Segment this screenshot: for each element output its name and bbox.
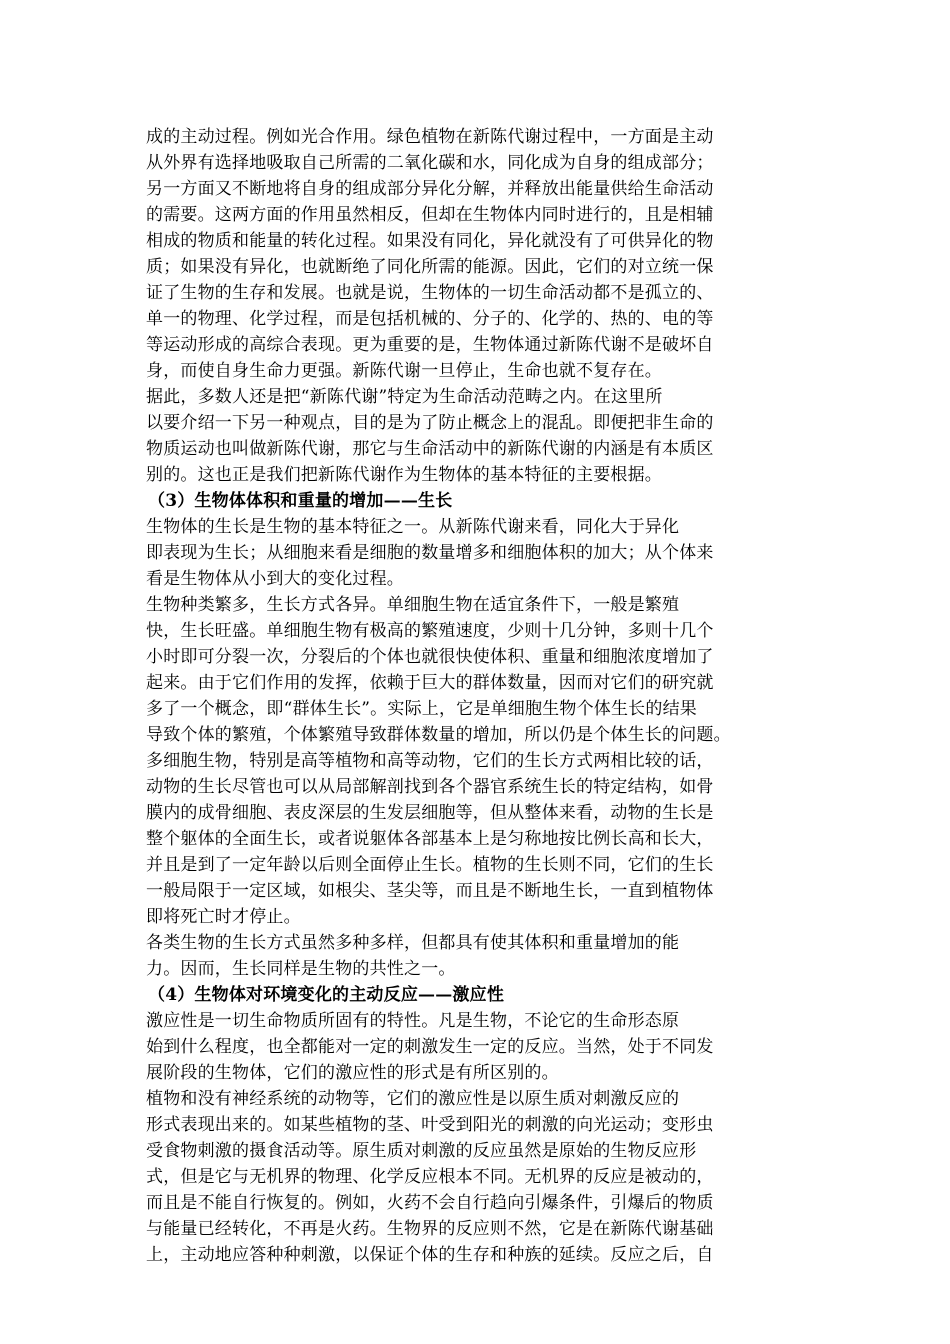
text-line: 证了生物的生存和发展。也就是说，生物体的一切生命活动都不是孤立的、 [146, 283, 714, 303]
text-line: 以要介绍一下另一种观点，目的是为了防止概念上的混乱。即便把非生命的 [146, 413, 714, 433]
text-line: 植物和没有神经系统的动物等，它们的激应性是以原生质对刺激反应的 [146, 1089, 680, 1109]
text-line: 相成的物质和能量的转化过程。如果没有同化，异化就没有了可供异化的物 [146, 231, 714, 251]
text-line: 起来。由于它们作用的发挥，依赖于巨大的群体数量，因而对它们的研究就 [146, 673, 714, 693]
text-line: 力。因而，生长同样是生物的共性之一。 [146, 959, 456, 979]
text-line: 据此，多数人还是把“新陈代谢”特定为生命活动范畴之内。在这里所 [146, 387, 663, 407]
text-line: 而且是不能自行恢复的。例如，火药不会自行趋向引爆条件，引爆后的物质 [146, 1193, 714, 1213]
text-line: 看是生物体从小到大的变化过程。 [146, 569, 404, 589]
text-line: 物质运动也叫做新陈代谢，那它与生命活动中的新陈代谢的内涵是有本质区 [146, 439, 714, 459]
text-line: 另一方面又不断地将自身的组成部分异化分解，并释放出能量供给生命活动 [146, 179, 714, 199]
text-line: 整个躯体的全面生长，或者说躯体各部基本上是匀称地按比例长高和长大， [146, 829, 714, 849]
text-line: 动物的生长尽管也可以从局部解剖找到各个器官系统生长的特定结构，如骨 [146, 777, 714, 797]
text-line: 激应性是一切生命物质所固有的特性。凡是生物，不论它的生命形态原 [146, 1011, 680, 1031]
text-line: 式，但是它与无机界的物理、化学反应根本不同。无机界的反应是被动的， [146, 1167, 714, 1187]
text-line: 各类生物的生长方式虽然多种多样，但都具有使其体积和重量增加的能 [146, 933, 680, 953]
section-heading: （4）生物体对环境变化的主动反应——激应性 [148, 985, 505, 1005]
text-line: 小时即可分裂一次，分裂后的个体也就很快使体积、重量和细胞浓度增加了 [146, 647, 714, 667]
text-line: 生物种类繁多，生长方式各异。单细胞生物在适宜条件下，一般是繁殖 [146, 595, 680, 615]
text-line: 的需要。这两方面的作用虽然相反，但却在生物体内同时进行的，且是相辅 [146, 205, 714, 225]
text-line: 别的。这也正是我们把新陈代谢作为生物体的基本特征的主要根据。 [146, 465, 662, 485]
text-line: 展阶段的生物体，它们的激应性的形式是有所区别的。 [146, 1063, 559, 1083]
text-line: 受食物刺激的摄食活动等。原生质对刺激的反应虽然是原始的生物反应形 [146, 1141, 697, 1161]
text-line: 始到什么程度，也全都能对一定的刺激发生一定的反应。当然，处于不同发 [146, 1037, 714, 1057]
text-line: 并且是到了一定年龄以后则全面停止生长。植物的生长则不同，它们的生长 [146, 855, 714, 875]
text-line: 上，主动地应答种种刺激，以保证个体的生存和种族的延续。反应之后，自 [146, 1245, 714, 1265]
text-line: 质；如果没有异化，也就断绝了同化所需的能源。因此，它们的对立统一保 [146, 257, 714, 277]
text-line: 从外界有选择地吸取自己所需的二氧化碳和水，同化成为自身的组成部分； [146, 153, 714, 173]
text-line: 身，而使自身生命力更强。新陈代谢一旦停止，生命也就不复存在。 [146, 361, 662, 381]
text-line: 即将死亡时才停止。 [146, 907, 301, 927]
text-line: 一般局限于一定区域，如根尖、茎尖等，而且是不断地生长，一直到植物体 [146, 881, 714, 901]
section-heading: （3）生物体体积和重量的增加——生长 [148, 491, 453, 511]
text-line: 多细胞生物，特别是高等植物和高等动物，它们的生长方式两相比较的话， [146, 751, 714, 771]
text-line: 形式表现出来的。如某些植物的茎、叶受到阳光的刺激的向光运动；变形虫 [146, 1115, 714, 1135]
text-line: 膜内的成骨细胞、表皮深层的生发层细胞等，但从整体来看，动物的生长是 [146, 803, 714, 823]
text-line: 生物体的生长是生物的基本特征之一。从新陈代谢来看，同化大于异化 [146, 517, 680, 537]
text-line: 导致个体的繁殖，个体繁殖导致群体数量的增加，所以仍是个体生长的问题。 [146, 725, 731, 745]
text-line: 多了一个概念，即“群体生长”。实际上，它是单细胞生物个体生长的结果 [146, 699, 697, 719]
text-line: 即表现为生长；从细胞来看是细胞的数量增多和细胞体积的加大；从个体来 [146, 543, 714, 563]
text-line: 与能量已经转化，不再是火药。生物界的反应则不然，它是在新陈代谢基础 [146, 1219, 714, 1239]
text-line: 成的主动过程。例如光合作用。绿色植物在新陈代谢过程中，一方面是主动 [146, 127, 714, 147]
text-line: 快，生长旺盛。单细胞生物有极高的繁殖速度，少则十几分钟，多则十几个 [146, 621, 714, 641]
text-line: 等运动形成的高综合表现。更为重要的是，生物体通过新陈代谢不是破坏自 [146, 335, 714, 355]
text-line: 单一的物理、化学过程，而是包括机械的、分子的、化学的、热的、电的等 [146, 309, 714, 329]
